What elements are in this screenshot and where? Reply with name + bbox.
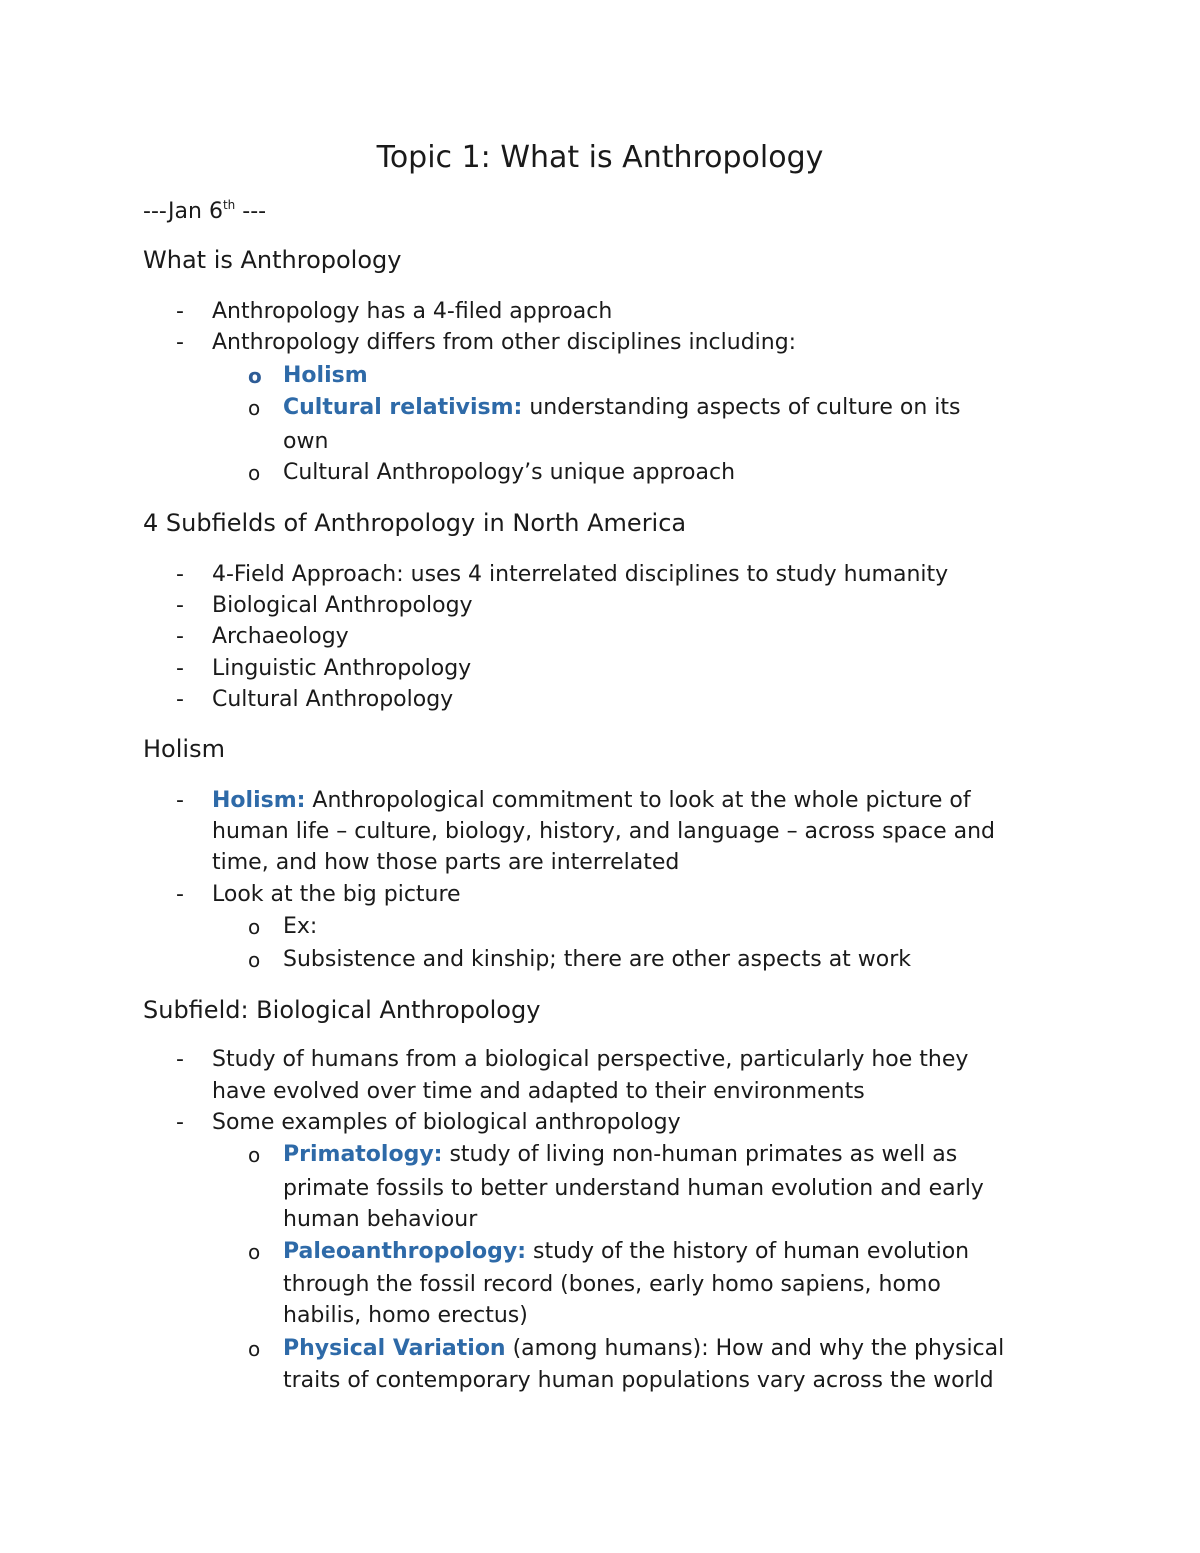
- definition-text: study of the history of human evolution: [526, 1239, 970, 1264]
- sub-list-item-continued: through the fossil record (bones, early homo sapiens, homo: [283, 1272, 941, 1297]
- list-item: Linguistic Anthropology: [212, 656, 472, 681]
- bullet-dash: -: [176, 624, 184, 649]
- bullet-dash: -: [176, 1047, 184, 1072]
- bullet-dash: -: [176, 593, 184, 618]
- list-item: Some examples of biological anthropology: [212, 1110, 681, 1135]
- sub-list-item-continued: primate fossils to better understand human evolution and early: [283, 1176, 984, 1201]
- list-item: Anthropology has a 4-filed approach: [212, 299, 613, 324]
- bullet-dash: -: [176, 788, 184, 813]
- term-physical-variation: Physical Variation: [283, 1336, 506, 1361]
- sub-list-item: Ex:: [283, 914, 318, 939]
- list-item: Anthropology differs from other disciplines including:: [212, 330, 797, 355]
- list-item-continued: have evolved over time and adapted to their environments: [212, 1079, 865, 1104]
- sub-list-item: [283, 360, 368, 392]
- list-item: Look at the big picture: [212, 882, 461, 907]
- bullet-dash: -: [176, 656, 184, 681]
- section-heading: 4 Subfields of Anthropology in North America: [143, 509, 687, 537]
- sub-list-item: [283, 392, 961, 424]
- page-title: Topic 1: What is Anthropology: [376, 140, 824, 175]
- list-item: [212, 785, 971, 817]
- list-item: Cultural Anthropology: [212, 687, 454, 712]
- bullet-circle: o: [248, 1240, 261, 1264]
- sub-list-item: [283, 1139, 957, 1171]
- list-item-continued: time, and how those parts are interrelated: [212, 850, 680, 875]
- definition-text: study of living non-human primates as well as: [442, 1142, 958, 1167]
- sub-list-item-continued: human behaviour: [283, 1207, 478, 1232]
- definition-text: understanding aspects of culture on its: [522, 395, 961, 420]
- date-superscript: th: [222, 198, 236, 212]
- bullet-circle: o: [248, 461, 261, 485]
- bullet-circle: o: [248, 1337, 261, 1361]
- bullet-dash: -: [176, 882, 184, 907]
- list-item: Biological Anthropology: [212, 593, 473, 618]
- list-item: Study of humans from a biological perspective, particularly hoe they: [212, 1047, 969, 1072]
- sub-list-item: Cultural Anthropology’s unique approach: [283, 460, 736, 485]
- bullet-circle: o: [248, 1143, 261, 1167]
- term-primatology: Primatology:: [283, 1142, 443, 1167]
- date-line: [143, 198, 266, 224]
- list-item-continued: human life – culture, biology, history, and language – across space and: [212, 819, 995, 844]
- date-suffix: ---: [235, 199, 267, 224]
- sub-list-item-continued: traits of contemporary human populations vary across the world: [283, 1368, 994, 1393]
- sub-list-item: Subsistence and kinship; there are other aspects at work: [283, 947, 912, 972]
- definition-text: Anthropological commitment to look at the whole picture of: [305, 788, 971, 813]
- sub-list-item-continued: habilis, homo erectus): [283, 1303, 528, 1328]
- bullet-dash: -: [176, 562, 184, 587]
- sub-list-item: [283, 1333, 1004, 1365]
- definition-text: (among humans): How and why the physical: [505, 1336, 1005, 1361]
- date-prefix: ---Jan 6: [143, 199, 223, 224]
- section-heading: Holism: [143, 735, 225, 763]
- section-heading: Subfield: Biological Anthropology: [143, 996, 541, 1024]
- bullet-dash: -: [176, 687, 184, 712]
- bullet-dash: -: [176, 1110, 184, 1135]
- bullet-dash: -: [176, 299, 184, 324]
- term-holism: Holism: [283, 363, 368, 388]
- list-item: 4-Field Approach: uses 4 interrelated disciplines to study humanity: [212, 562, 949, 587]
- section-heading: What is Anthropology: [143, 246, 402, 274]
- term-holism: Holism:: [212, 788, 306, 813]
- list-item: Archaeology: [212, 624, 349, 649]
- sub-list-item: [283, 1236, 969, 1268]
- sub-list-item-continued: own: [283, 429, 329, 454]
- bullet-circle: o: [248, 915, 261, 939]
- bullet-circle: o: [248, 364, 262, 388]
- bullet-circle: o: [248, 948, 261, 972]
- term-paleoanthropology: Paleoanthropology:: [283, 1239, 527, 1264]
- bullet-circle: o: [248, 396, 261, 420]
- bullet-dash: -: [176, 330, 184, 355]
- term-cultural-relativism: Cultural relativism:: [283, 395, 523, 420]
